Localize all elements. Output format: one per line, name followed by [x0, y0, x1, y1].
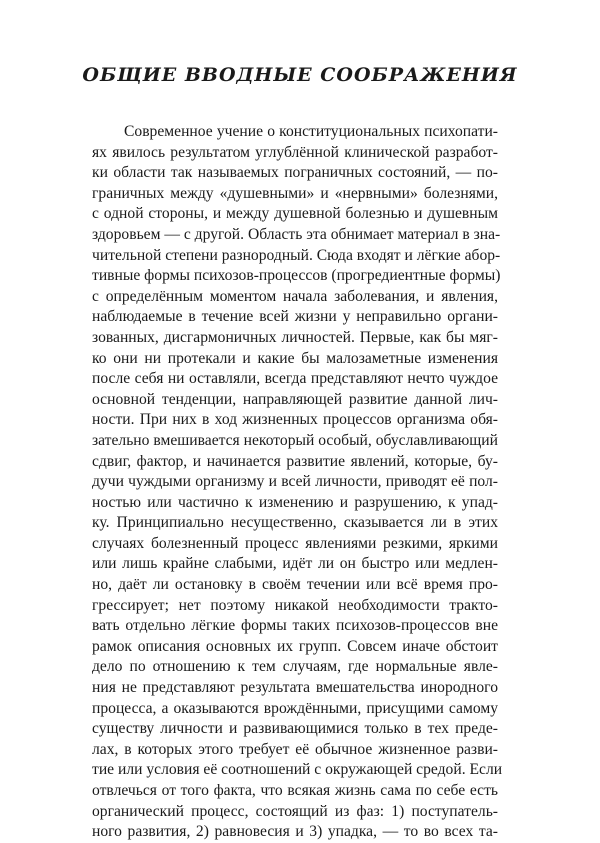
text-line: чительной степени разнородный. Сюда входят и лёгкие абор- [92, 246, 501, 264]
text-line: органический процесс, состоящий из фаз: 1) поступатель- [92, 802, 498, 820]
text-line: ного развития, 2) равновесия и 3) упадка, — то во всех та- [92, 823, 498, 841]
text-line: с определённым моментом начала заболевания, и явления, [92, 287, 498, 305]
text-line: или лишь крайне слабыми, идёт ли он быстро или медлен- [92, 555, 498, 573]
text-line: ностью или частично к изменению и разрушению, к упад- [92, 493, 498, 511]
text-line: дучи чуждыми организму и всей личности, приводят её пол- [92, 473, 498, 491]
text-line: грессирует; нет поэтому никакой необходимости тракто- [92, 596, 498, 614]
text-line: тивные формы психозов-процессов (прогредиентные формы) [92, 267, 501, 285]
text-line: рамок описания основных их групп. Совсем иначе обстоит [92, 637, 498, 655]
text-line: основной тенденции, направляющей развитие данной лич- [92, 390, 498, 408]
text-line: зованных, дисгармоничных личностей. Первые, как бы мяг- [92, 328, 498, 346]
text-line: Современное учение о конституциональных психопати- [124, 123, 498, 140]
text-line: ности. При них в ход жизненных процессов организма обя- [92, 411, 498, 429]
text-line: граничных между «душевными» и «нервными» болезнями, [92, 184, 498, 202]
text-line: процесса, а оказываются врождёнными, присущими самому [92, 699, 498, 717]
text-line: тие или условия её соотношений с окружающей средой. Если [92, 761, 503, 779]
text-line: ко они ни протекали и какие бы малозаметные изменения [92, 349, 498, 367]
text-line: наблюдаемые в течение всей жизни у неправильно органи- [92, 308, 498, 326]
text-line: ки области так называемых пограничных состояний, — по- [92, 164, 498, 182]
text-line: но, даёт ли остановку в своём течении или всё время про- [92, 576, 498, 594]
chapter-title: ОБЩИЕ ВВОДНЫЕ СООБРАЖЕНИЯ [82, 64, 518, 86]
text-line: зательно вмешивается некоторый особый, обуславливающий [92, 431, 498, 449]
body-paragraph [92, 122, 503, 843]
text-line: дело по отношению к тем случаям, где нормальные явле- [92, 658, 498, 676]
text-line: сдвиг, фактор, и начинается развитие явлений, которые, бу- [92, 452, 498, 470]
text-line: с одной стороны, и между душевной болезнью и душевным [92, 205, 498, 223]
text-line: после себя ни оставляли, всегда представляют нечто чуждое [92, 370, 498, 388]
text-line: ку. Принципиально несущественно, сказывается ли в этих [92, 514, 498, 532]
text-line: лах, в которых этого требует её обычное жизненное разви- [92, 740, 498, 758]
text-line: здоровьем — с другой. Область эта обнимает материал в зна- [92, 225, 501, 243]
text-line: существу личности и развивающимися только в тех преде- [92, 720, 498, 738]
text-line: ния не представляют результата вмешательства инородного [92, 679, 498, 697]
text-line: случаях болезненный процесс явлениями резкими, яркими [92, 534, 498, 552]
text-line: вать отдельно лёгкие формы таких психозов-процессов вне [92, 617, 498, 635]
text-line: ях явилось результатом углублённой клинической разработ- [92, 143, 498, 161]
text-line: отвлечься от того факта, что всякая жизнь сама по себе есть [92, 782, 498, 799]
